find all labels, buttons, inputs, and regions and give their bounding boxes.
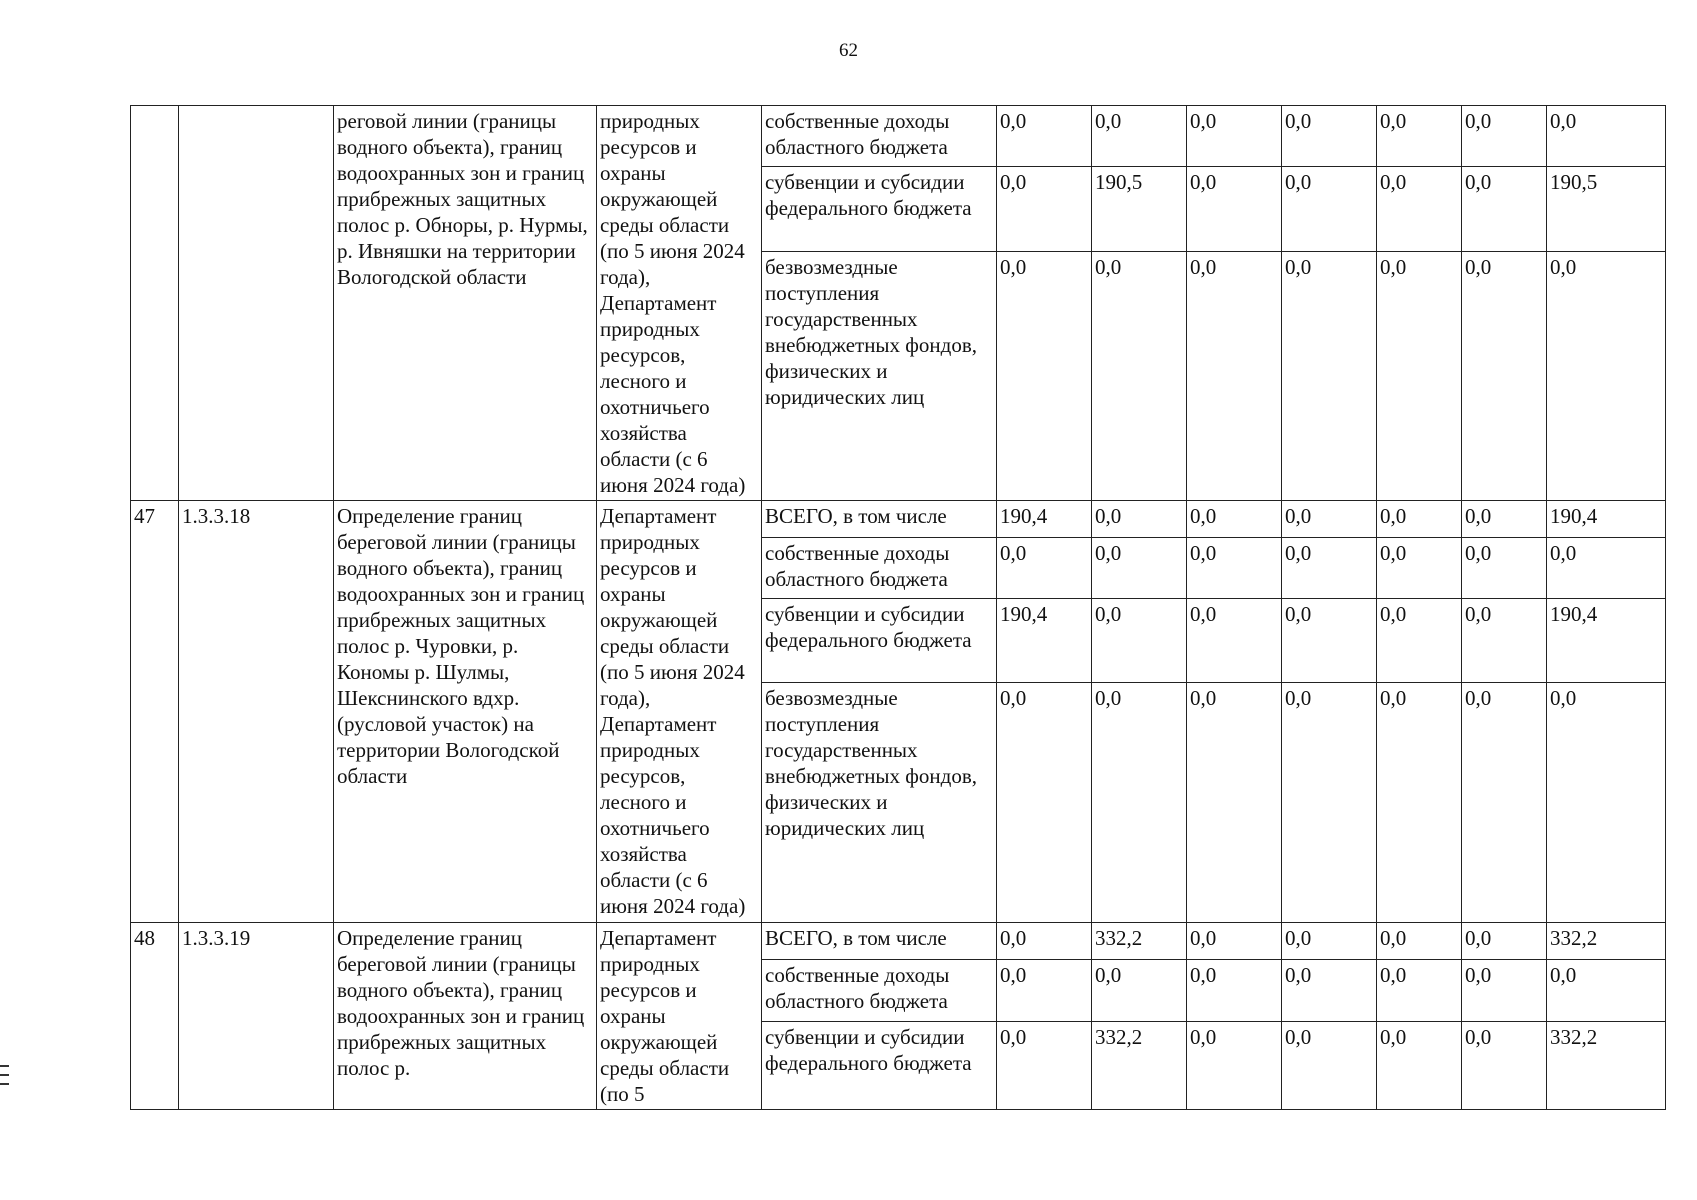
amount-cell: 0,0 xyxy=(1377,599,1462,683)
amount-cell: 0,0 xyxy=(997,166,1092,251)
amount-cell: 0,0 xyxy=(1187,166,1282,251)
amount-cell: 0,0 xyxy=(997,106,1092,167)
funding-source-cell: безвозмездные поступления государственных внебюджетных фондов, физических и юридических лиц xyxy=(762,251,997,501)
amount-cell: 190,4 xyxy=(1547,501,1666,538)
amount-cell: 0,0 xyxy=(1377,1022,1462,1110)
amount-cell: 190,4 xyxy=(1547,599,1666,683)
activity-name-cell: реговой линии (границы водного объекта), границ водоохранных зон и границ прибрежных защитных полос р. Обноры, р. Нурмы, р. Ивняшки на территории Вологодской области xyxy=(334,106,597,501)
amount-cell: 0,0 xyxy=(997,959,1092,1021)
amount-cell: 0,0 xyxy=(1282,922,1377,959)
amount-cell: 0,0 xyxy=(997,922,1092,959)
amount-cell: 0,0 xyxy=(1462,251,1547,501)
amount-cell: 0,0 xyxy=(1462,1022,1547,1110)
amount-cell: 0,0 xyxy=(1092,106,1187,167)
amount-cell: 0,0 xyxy=(1547,959,1666,1021)
funding-source-cell: субвенции и субсидии федерального бюджета xyxy=(762,1022,997,1110)
amount-cell: 0,0 xyxy=(1462,922,1547,959)
amount-cell: 0,0 xyxy=(1462,683,1547,922)
funding-source-cell: ВСЕГО, в том числе xyxy=(762,501,997,538)
amount-cell: 0,0 xyxy=(1187,106,1282,167)
amount-cell: 0,0 xyxy=(1462,599,1547,683)
amount-cell: 0,0 xyxy=(1187,1022,1282,1110)
amount-cell: 332,2 xyxy=(1092,922,1187,959)
amount-cell: 0,0 xyxy=(997,251,1092,501)
row-number-cell: 47 xyxy=(131,501,179,922)
amount-cell: 190,4 xyxy=(997,599,1092,683)
amount-cell: 0,0 xyxy=(1547,537,1666,598)
funding-source-cell: безвозмездные поступления государственных внебюджетных фондов, физических и юридических лиц xyxy=(762,683,997,922)
amount-cell: 0,0 xyxy=(1377,166,1462,251)
amount-cell: 0,0 xyxy=(1092,959,1187,1021)
executor-cell: природных ресурсов и охраны окружающей среды области (по 5 июня 2024 года), Департамент природных ресурсов, лесного и охотничьего хозяйства области (с 6 июня 2024 года) xyxy=(597,106,762,501)
funding-source-cell: субвенции и субсидии федерального бюджета xyxy=(762,166,997,251)
page-number: 62 xyxy=(839,40,858,61)
amount-cell: 332,2 xyxy=(1547,1022,1666,1110)
budget-table xyxy=(130,105,1666,1110)
funding-source-cell: субвенции и субсидии федерального бюджета xyxy=(762,599,997,683)
amount-cell: 0,0 xyxy=(1377,251,1462,501)
table-row xyxy=(131,922,1666,959)
amount-cell: 0,0 xyxy=(1377,683,1462,922)
executor-cell: Департамент природных ресурсов и охраны окружающей среды области (по 5 июня 2024 года), Департамент природных ресурсов, лесного и охотничьего хозяйства области (с 6 июня 2024 года) xyxy=(597,501,762,922)
amount-cell: 0,0 xyxy=(1092,251,1187,501)
funding-source-cell: собственные доходы областного бюджета xyxy=(762,537,997,598)
row-code-cell xyxy=(179,106,334,501)
executor-cell: Департамент природных ресурсов и охраны окружающей среды области (по 5 xyxy=(597,922,762,1109)
funding-source-cell: ВСЕГО, в том числе xyxy=(762,922,997,959)
table-row xyxy=(131,106,1666,167)
amount-cell: 0,0 xyxy=(1187,501,1282,538)
amount-cell: 0,0 xyxy=(1282,959,1377,1021)
amount-cell: 0,0 xyxy=(1187,537,1282,598)
amount-cell: 0,0 xyxy=(1187,683,1282,922)
amount-cell: 0,0 xyxy=(1462,166,1547,251)
amount-cell: 190,4 xyxy=(997,501,1092,538)
amount-cell: 332,2 xyxy=(1547,922,1666,959)
table-row xyxy=(131,501,1666,538)
amount-cell: 0,0 xyxy=(997,1022,1092,1110)
funding-source-cell: собственные доходы областного бюджета xyxy=(762,106,997,167)
margin-mark xyxy=(0,1065,9,1092)
amount-cell: 0,0 xyxy=(1092,683,1187,922)
amount-cell: 0,0 xyxy=(1282,683,1377,922)
amount-cell: 0,0 xyxy=(1377,501,1462,538)
row-code-cell: 1.3.3.19 xyxy=(179,922,334,1109)
amount-cell: 0,0 xyxy=(1462,537,1547,598)
amount-cell: 0,0 xyxy=(1462,959,1547,1021)
amount-cell: 0,0 xyxy=(1377,106,1462,167)
row-number-cell xyxy=(131,106,179,501)
amount-cell: 0,0 xyxy=(1282,1022,1377,1110)
amount-cell: 0,0 xyxy=(1092,537,1187,598)
amount-cell: 0,0 xyxy=(1377,537,1462,598)
amount-cell: 0,0 xyxy=(1282,106,1377,167)
amount-cell: 0,0 xyxy=(1187,922,1282,959)
amount-cell: 0,0 xyxy=(1462,106,1547,167)
amount-cell: 0,0 xyxy=(1547,251,1666,501)
amount-cell: 0,0 xyxy=(1282,599,1377,683)
amount-cell: 0,0 xyxy=(997,683,1092,922)
amount-cell: 0,0 xyxy=(1187,959,1282,1021)
row-code-cell: 1.3.3.18 xyxy=(179,501,334,922)
amount-cell: 0,0 xyxy=(1282,537,1377,598)
table-body xyxy=(131,106,1666,1110)
amount-cell: 0,0 xyxy=(997,537,1092,598)
amount-cell: 0,0 xyxy=(1092,599,1187,683)
amount-cell: 0,0 xyxy=(1377,922,1462,959)
amount-cell: 332,2 xyxy=(1092,1022,1187,1110)
amount-cell: 190,5 xyxy=(1547,166,1666,251)
amount-cell: 0,0 xyxy=(1282,501,1377,538)
amount-cell: 0,0 xyxy=(1547,106,1666,167)
amount-cell: 0,0 xyxy=(1462,501,1547,538)
amount-cell: 0,0 xyxy=(1187,251,1282,501)
amount-cell: 0,0 xyxy=(1547,683,1666,922)
amount-cell: 0,0 xyxy=(1282,251,1377,501)
amount-cell: 0,0 xyxy=(1377,959,1462,1021)
row-number-cell: 48 xyxy=(131,922,179,1109)
amount-cell: 0,0 xyxy=(1187,599,1282,683)
amount-cell: 0,0 xyxy=(1092,501,1187,538)
activity-name-cell: Определение границ береговой линии (границы водного объекта), границ водоохранных зон и границ прибрежных защитных полос р. Чуровки, р. Кономы р. Шулмы, Шекснинского вдхр. (русловой участок) на территории Вологодской области xyxy=(334,501,597,922)
funding-source-cell: собственные доходы областного бюджета xyxy=(762,959,997,1021)
amount-cell: 190,5 xyxy=(1092,166,1187,251)
amount-cell: 0,0 xyxy=(1282,166,1377,251)
activity-name-cell: Определение границ береговой линии (границы водного объекта), границ водоохранных зон и границ прибрежных защитных полос р. xyxy=(334,922,597,1109)
